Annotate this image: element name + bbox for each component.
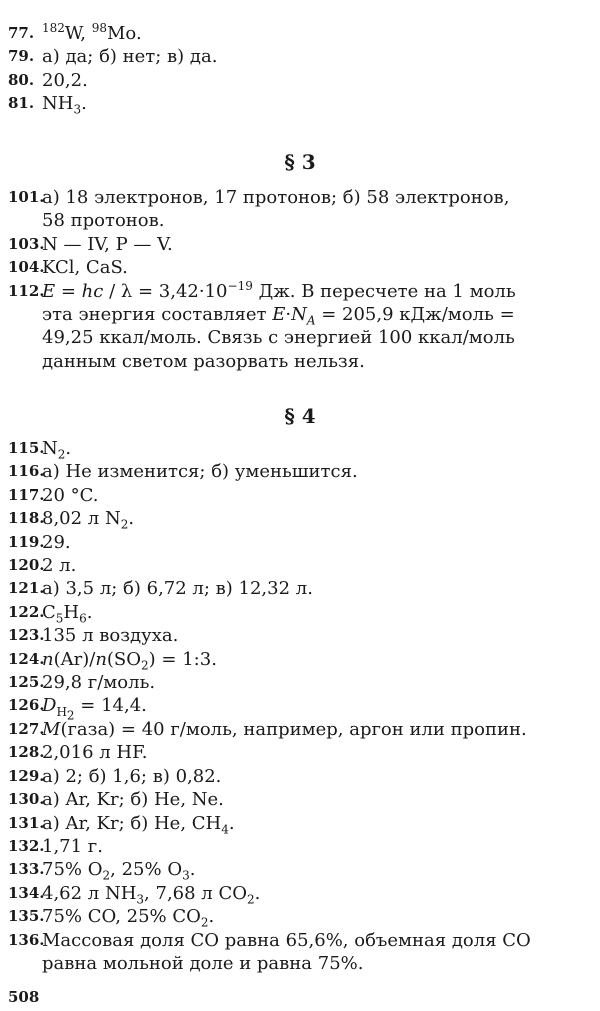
answer-text [42,186,577,233]
answer-line: 29. [42,531,71,553]
answer-number: 134. [8,883,45,902]
answer-text [42,577,577,600]
answer-line: 8,02 л $N_2$. [42,508,135,532]
answer-item [0,554,600,577]
answer-item [0,694,600,723]
answer-number: 120. [8,556,45,575]
answer-line: $n(Ar)/n(SO_2)$ = 1:3. [42,648,217,673]
answer-number: 104. [8,258,45,277]
answer-number: 135. [8,907,45,926]
answer-item [0,186,600,233]
answer-line: 20,2. [42,69,88,91]
answer-line: $C_5H_6$. [42,601,93,626]
answer-number: 125. [8,673,45,692]
answer-text [42,256,577,279]
answer-text [42,531,577,554]
answer-line: KCl, CaS. [42,257,128,279]
answer-number: 116. [8,462,45,481]
answer-number: 101. [8,188,45,206]
answer-text [42,280,577,374]
answer-line: E = hc / $\lambda = 3,42\cdot 10^{-19}$ Дж. В пересчете на 1 моль [42,278,516,302]
answer-line: Массовая доля CO равна 65,6%, объемная доля CO [42,929,531,951]
answer-number: 126. [8,696,45,715]
answer-number: 77. [8,24,35,42]
answer-item [0,835,600,858]
answer-number: 128. [8,743,45,762]
answer-number: 127. [8,719,45,738]
answer-text [42,741,577,764]
answer-text [42,624,577,647]
answer-text [42,233,577,256]
answer-line: $D_{H_2} = 14,4$. [42,695,147,723]
answer-text [42,507,577,530]
answer-item [0,765,600,788]
answer-text [42,882,577,905]
answer-line: 135 л воздуха. [42,625,179,647]
answer-line: M(газа) = 40 г/моль, например, аргон или пропин. [42,718,527,740]
answer-text [42,554,577,577]
answer-text [42,788,577,811]
answer-text [42,929,577,976]
answer-item [0,577,600,600]
answer-line: 58 протонов. [42,210,165,232]
answer-text [42,671,577,694]
answer-line: а) 18 электронов, 17 протонов; б) 58 электронов, [42,187,510,208]
answer-text [42,905,577,928]
answer-line: $N_2$. [42,438,72,462]
answers-section-3 [0,186,600,373]
answer-number: 132. [8,836,45,855]
answer-line: а) Ar, Kr; б) He, Ne. [42,789,224,811]
answer-text [42,484,577,507]
answers-section-4 [0,437,600,975]
answer-number: 79. [8,47,35,66]
answer-number: 112. [8,281,45,300]
answers-group-1 [0,22,600,116]
answer-item [0,484,600,507]
answer-line: эта энергия составляет $E\cdot N_A = 205,9$ кДж/моль = [42,304,515,328]
answer-text [42,718,577,741]
answer-item [0,460,600,483]
answer-line: а) 2; б) 1,6; в) 0,82. [42,765,222,787]
answer-number: 133. [8,860,45,879]
answer-line: 2,016 л HF. [42,742,148,764]
answer-line: а) Не изменится; б) уменьшится. [42,461,358,483]
answer-item [0,741,600,764]
answer-item [0,92,600,115]
answer-line: 75% $O_2$, 25% $O_3$. [42,859,196,883]
answer-item [0,858,600,881]
answer-text [42,437,577,460]
answer-item [0,648,600,671]
answer-item [0,507,600,530]
section-4-heading: § 4 [284,404,316,428]
answer-item [0,812,600,835]
answer-line: а) да; б) нет; в) да. [42,46,218,68]
answer-text [42,694,577,723]
answer-line: равна мольной доле и равна 75%. [42,952,364,974]
answer-line: а) 3,5 л; б) 6,72 л; в) 12,32 л. [42,578,313,600]
page-number: 508 [8,988,40,1006]
answer-text [42,92,577,115]
answer-number: 119. [8,532,45,551]
answer-number: 121. [8,579,45,598]
answer-item [0,788,600,811]
answer-item [0,531,600,554]
answer-number: 81. [8,94,35,113]
answer-item [0,671,600,694]
answer-item [0,718,600,741]
answer-number: 124. [8,649,45,668]
answer-line: 1,71 г. [42,835,103,857]
answer-number: 118. [8,509,45,528]
answer-item [0,256,600,279]
answer-line: 49,25 ккал/моль. Связь с энергией 100 ккал/моль [42,327,515,349]
answer-number: 131. [8,813,45,832]
answer-line: N — IV, P — V. [42,233,173,255]
answer-text [42,45,577,68]
answer-number: 122. [8,602,45,621]
answer-text [42,835,577,858]
answer-item [0,624,600,647]
answer-item [0,905,600,928]
answer-text [42,69,577,92]
answer-number: 123. [8,626,45,645]
answer-text [42,22,577,45]
answer-item [0,437,600,460]
section-3-heading: § 3 [284,150,316,174]
answer-number: 115. [8,439,45,457]
answer-line: данным светом разорвать нельзя. [42,350,365,372]
answer-line: 20 °C. [42,484,99,506]
answer-line: а) Ar, Kr; б) He, $CH_4$. [42,812,235,837]
answer-text [42,765,577,788]
answer-item [0,69,600,92]
answer-item [0,882,600,905]
answer-number: 80. [8,70,35,89]
answer-item [0,233,600,256]
answer-line: 29,8 г/моль. [42,672,156,694]
answer-text [42,460,577,483]
answer-number: 117. [8,485,45,504]
answer-line: 75% CO, 25% $CO_2$. [42,906,215,930]
answer-text [42,601,577,624]
answer-item [0,929,600,976]
answer-text [42,858,577,881]
answer-item [0,45,600,68]
answer-line: $^{182}$W, $^{98}$Mo. [42,21,142,44]
answer-number: 103. [8,234,45,253]
answer-line: 2 л. [42,555,77,577]
answer-item [0,280,600,374]
answer-item [0,601,600,624]
answer-line: $NH_3$. [42,93,87,117]
answer-text [42,812,577,835]
answer-line: 4,62 л $NH_3$, 7,68 л $CO_2$. [42,882,261,907]
answer-number: 129. [8,766,45,785]
answer-number: 130. [8,790,45,809]
answer-text [42,648,577,671]
answer-number: 136. [8,930,45,949]
answer-item [0,22,600,45]
